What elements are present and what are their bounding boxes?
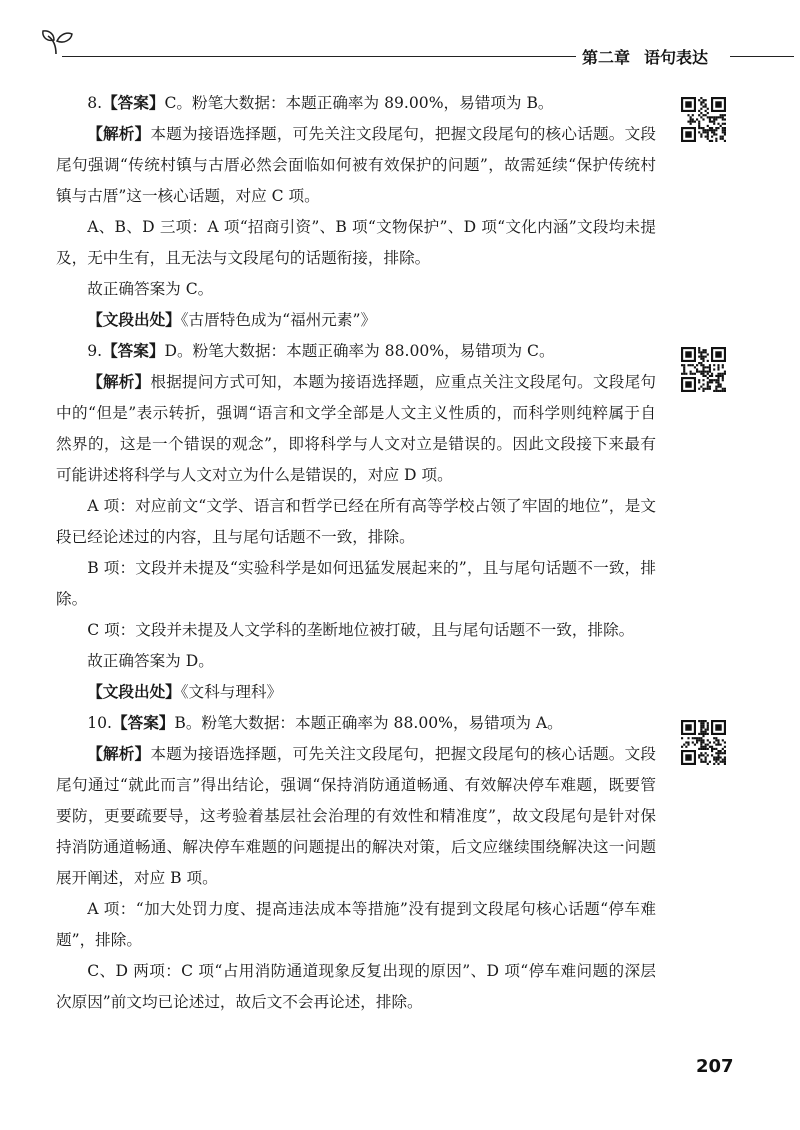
q9-option-c: C 项：文段并未提及人文学科的垄断地位被打破，且与尾句话题不一致，排除。 [87, 621, 635, 639]
q8-analysis-text: 本题为接语选择题，可先关注文段尾句，把握文段尾句的核心话题。文段尾句强调“传统村镇与古厝必然会面临如何被有效保护的问题”，故需延续“保护传统村镇与古厝”这一核心话题，对应 C 项。 [56, 125, 656, 205]
q8-answer-tag: 【答案】 [102, 94, 165, 112]
q10-analysis-text: 本题为接语选择题，可先关注文段尾句，把握文段尾句的核心话题。文段尾句通过“就此而言”得出结论，强调“保持消防通道畅通、有效解决停车难题，既要管要防，更要疏要导，这考验着基层社会治理的有效性和精准度”，故文段尾句是针对保持消防通道畅通、解决停车难题的问题提出的解决对策，后文应继续围绕解决这一问题展开阐述，对应 B 项。 [56, 745, 656, 887]
page-header [0, 0, 800, 80]
q8-number: 8. [87, 94, 103, 112]
q9-option-b: B 项：文段并未提及“实验科学是如何迅猛发展起来的”，且与尾句话题不一致，排除。 [56, 559, 656, 608]
q8-source [56, 305, 656, 336]
q9-answer [56, 336, 656, 367]
q9-source-tag: 【文段出处】 [87, 683, 181, 701]
section-label: 语句表达 [644, 48, 709, 67]
chapter-label: 第二章 [582, 48, 631, 67]
qr-code-icon-q10 [681, 720, 726, 765]
q8-analysis-tag: 【解析】 [87, 125, 151, 143]
q10-analysis-tag: 【解析】 [87, 745, 151, 763]
q9-number: 9. [87, 342, 103, 360]
q10-answer [56, 708, 656, 739]
q9-option-a: A 项：对应前文“文学、语言和哲学已经在所有高等学校占领了牢固的地位”，是文段已经论述过的内容，且与尾句话题不一致，排除。 [56, 497, 656, 546]
q9-analysis-text: 根据提问方式可知，本题为接语选择题，应重点关注文段尾句。文段尾句中的“但是”表示转折，强调“语言和文学全部是人文主义性质的，而科学则纯粹属于自然界的，这是一个错误的观念”，即将科学与人文对立是错误的。因此文段接下来最有可能讲述将科学与人文对立为什么是错误的，对应 D 项。 [56, 373, 656, 484]
header-rule-left [62, 56, 576, 57]
q8-source-tag: 【文段出处】 [87, 311, 181, 329]
q9-conclusion: 故正确答案为 D。 [87, 652, 214, 670]
q10-analysis [56, 739, 656, 894]
q9-analysis-tag: 【解析】 [87, 373, 151, 391]
page-number: 207 [696, 1056, 734, 1077]
q8-conclusion: 故正确答案为 C。 [87, 280, 214, 298]
q9-source [56, 677, 656, 708]
q10-number: 10. [87, 714, 112, 732]
q8-answer-text: C。粉笔大数据：本题正确率为 89.00%，易错项为 B。 [164, 94, 554, 112]
leaf-ornament-icon [40, 28, 74, 58]
qr-code-icon-q9 [681, 347, 726, 392]
q10-answer-text: B。粉笔大数据：本题正确率为 88.00%，易错项为 A。 [174, 714, 563, 732]
header-rule-right [730, 56, 794, 57]
q8-answer [56, 88, 656, 119]
q9-answer-text: D。粉笔大数据：本题正确率为 88.00%，易错项为 C。 [164, 342, 555, 360]
q9-answer-tag: 【答案】 [102, 342, 165, 360]
q8-analysis [56, 119, 656, 212]
q10-option-cd: C、D 两项：C 项“占用消防通道现象反复出现的原因”、D 项“停车难问题的深层次原因”前文均已论述过，故后文不会再论述，排除。 [56, 962, 656, 1011]
qr-code-icon-q8 [681, 97, 726, 142]
q9-analysis [56, 367, 656, 491]
page-body [56, 88, 656, 1018]
q8-source-text: 《古厝特色成为“福州元素”》 [180, 311, 377, 329]
q9-source-text: 《文科与理科》 [180, 683, 283, 701]
running-head [582, 45, 722, 68]
q8-option-abd: A、B、D 三项：A 项“招商引资”、B 项“文物保护”、D 项“文化内涵”文段均未提及，无中生有，且无法与文段尾句的话题衔接，排除。 [56, 218, 656, 267]
q10-option-a: A 项：“加大处罚力度、提高违法成本等措施”没有提到文段尾句核心话题“停车难题”，排除。 [56, 900, 656, 949]
q10-answer-tag: 【答案】 [112, 714, 175, 732]
